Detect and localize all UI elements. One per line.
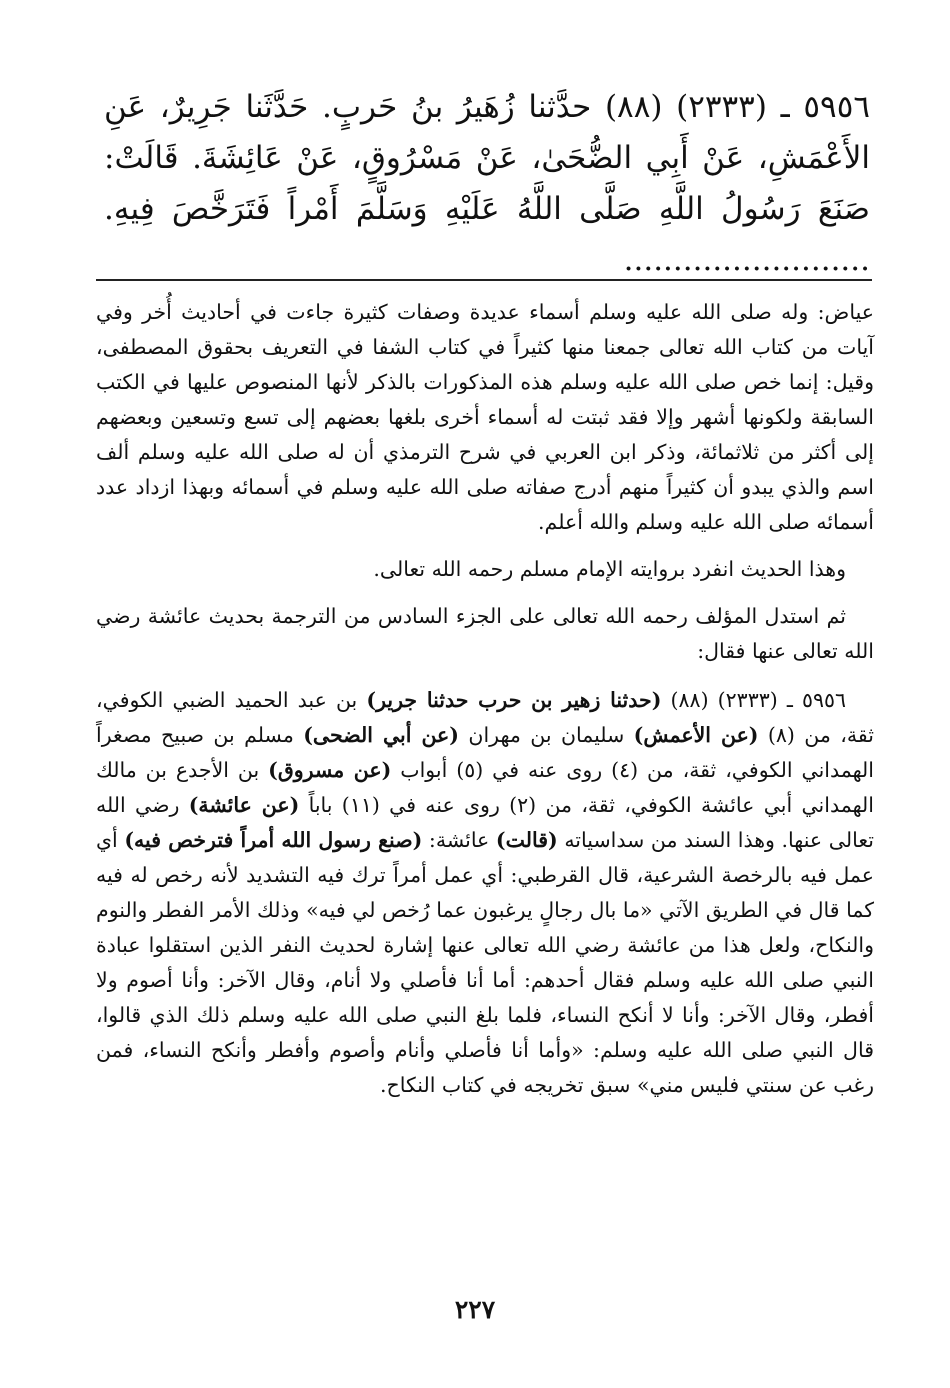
- bold-quote: (صنع رسول الله أمراً فترخص فيه): [124, 828, 423, 852]
- commentary: [96, 295, 874, 1103]
- page-number: ٢٢٧: [454, 1295, 496, 1324]
- commentary-paragraph-2: وهذا الحديث انفرد بروايته الإمام مسلم رحمه الله تعالى.: [373, 557, 846, 581]
- hadith-matn: [104, 82, 870, 286]
- hadith-number: ٥٩٥٦ ـ (٢٣٣٣) (٨٨): [670, 688, 846, 712]
- commentary-text: بن الأجدع بن مالك الهمداني أبي عائشة الكوفي، ثقة، من (٢) روى عنه في (١١) باباً: [96, 758, 874, 817]
- commentary-text: مسلم بن صبيح مصغراً الهمداني الكوفي، ثقة، من (٤) روى عنه في (٥) أبواب: [96, 723, 874, 782]
- dotted-line: .........................: [623, 242, 870, 278]
- bold-quote: (عن أبي الضحى): [303, 723, 459, 747]
- bold-quote: (قالت): [495, 828, 558, 852]
- hadith-text: حدَّثنا زُهَيرُ بنُ حَربٍ. حَدَّثَنا جَرِيرٌ، عَنِ الأَعْمَشِ، عَنْ أَبِي الضُّحَىٰ، عَنْ مَسْرُوقٍ، عَنْ عَائِشَةَ. قَالَتْ: صَنَعَ رَسُولُ اللَّهِ صَلَّى اللَّهُ عَلَيْهِ وَسَلَّمَ أَمْراً فَتَرَخَّصَ فِيهِ.: [104, 89, 870, 227]
- commentary-text: رضي الله تعالى عنها. وهذا السند من سداسياته: [96, 793, 874, 852]
- commentary-paragraph-1: عياض: وله صلى الله عليه وسلم أسماء عديدة وصفات كثيرة جاءت في أحاديث أُخر وفي آيات من كتاب الله تعالى جمعنا منها كثيراً في كتاب الشفا في التعريف بحقوق المصطفى، وقيل: إنما خص صلى الله عليه وسلم هذه المذكورات بالذكر لأنها المنصوص عليها في الكتب السابقة ولكونها أشهر وإلا فقد ثبتت له أسماء أخرى بلغها بعضهم إلى تسع وتسعين وبعضهم إلى أكثر من ثلاثمائة، وذكر ابن العربي في شرح الترمذي أن له صلى الله عليه وسلم ألف اسم والذي يبدو أن كثيراً منهم أدرج صفاته صلى الله عليه وسلم في أسمائه وبهذا ازداد عدد أسمائه صلى الله عليه وسلم والله أعلم.: [96, 300, 874, 534]
- bold-quote: (عن الأعمش): [633, 723, 759, 747]
- hadith-number: ٥٩٥٦ ـ (٢٣٣٣) (٨٨): [604, 89, 870, 125]
- commentary-text: بن عبد الحميد الضبي الكوفي، ثقة، من (٨): [96, 688, 874, 747]
- commentary-text: عائشة:: [428, 828, 490, 852]
- commentary-paragraph-4: [96, 683, 874, 1103]
- commentary-text: سليمان بن مهران: [468, 723, 625, 747]
- bold-quote: (عن عائشة): [188, 793, 300, 817]
- footnote-divider: [96, 279, 872, 281]
- bold-quote: (حدثنا زهير بن حرب حدثنا جرير): [366, 688, 662, 712]
- commentary-text: أي عمل فيه بالرخصة الشرعية، قال القرطبي: أي عمل أمراً ترك فيه التشديد لأنه رخص له فيه كما قال في الطريق الآتي «ما بال رجالٍ يرغبون عما رُخص لي فيه» وذلك الأمر الفطر والنوم والنكاح، ولعل هذا من عائشة رضي الله تعالى عنها إشارة لحديث النفر الذين استقلوا عبادة النبي صلى الله عليه وسلم فقال أحدهم: أما أنا فأصلي ولا أنام، وقال الآخر: وأنا أصوم ولا أفطر، وقال الآخر: وأنا لا أنكح النساء، فلما بلغ النبي صلى الله عليه وسلم ذلك الذي قالوا، قال النبي صلى الله عليه وسلم: «وأما أنا فأصلي وأنام وأصوم وأفطر وأنكح النساء، فمن رغب عن سنتي فليس مني» سبق تخريجه في كتاب النكاح.: [96, 828, 874, 1097]
- bold-quote: (عن مسروق): [268, 758, 392, 782]
- commentary-paragraph-3: ثم استدل المؤلف رحمه الله تعالى على الجزء السادس من الترجمة بحديث عائشة رضي الله تعالى عنها فقال:: [96, 604, 874, 663]
- hadith-text-paragraph: [104, 82, 870, 286]
